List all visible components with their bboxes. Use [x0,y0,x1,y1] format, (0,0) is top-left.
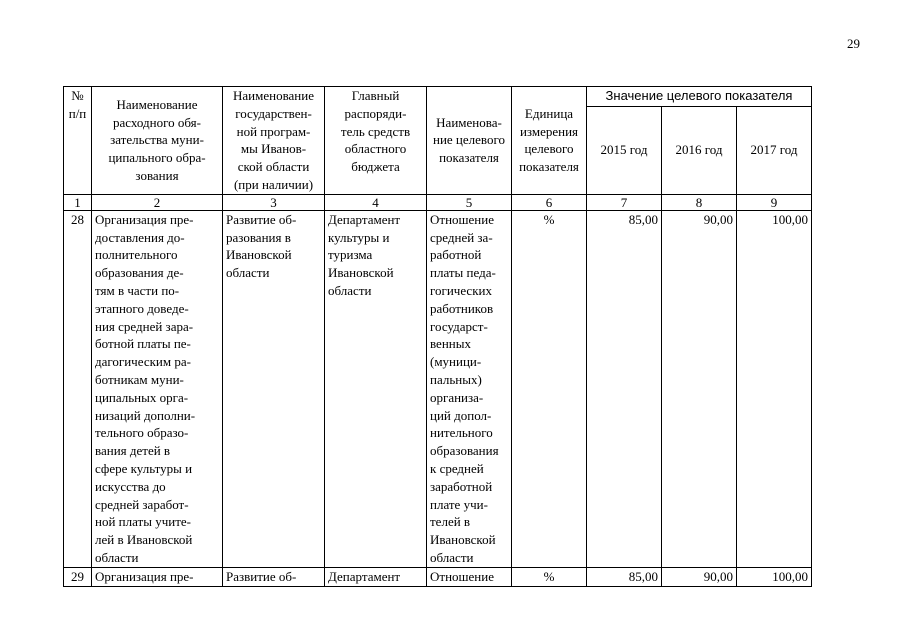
text-line: показателя [439,150,499,166]
program-cell [223,210,325,567]
text-line: Департамент [328,211,401,227]
text-line: тель средств [340,123,411,139]
colnum-3: 3 [223,194,325,210]
text-line: Департамент [328,568,401,584]
header-indicator [427,87,512,195]
header-year-2016: 2016 год [662,106,737,194]
text-line: Развитие об- [226,211,297,227]
text-line: п/п [68,105,87,121]
text-line: разования в [226,229,291,245]
text-line: заработной [430,478,493,494]
manager-cell [325,210,427,567]
text-line: доставления до- [95,229,185,245]
text-line: Развитие об- [226,568,297,584]
text-line: Наименование [116,96,198,112]
colnum-9: 9 [737,194,812,210]
page-number: 29 [847,36,860,51]
text-line: средней за- [430,229,493,245]
text-line: ципальных орга- [95,389,189,405]
text-line: этапного доведе- [95,300,189,316]
header-target-values: Значение целевого показателя [587,87,812,107]
header-year-2017: 2017 год [737,106,812,194]
header-num [64,87,92,195]
text-line: Отношение [430,211,494,227]
text-line: зательства муни- [110,132,204,148]
text-line: туризма [328,247,373,263]
text-line: ципального обра- [108,150,206,166]
text-line: низаций дополни- [95,407,196,423]
text-line: области [226,265,270,281]
text-line: работников [430,300,494,316]
text-line: лей в Ивановской [95,532,193,548]
text-line: Ивановской [328,265,394,281]
text-line: зования [135,168,179,184]
colnum-1: 1 [64,194,92,210]
text-line: образования [430,443,499,459]
header-unit [512,87,587,195]
text-line: государствен- [235,105,312,121]
text-line: ботной платы пе- [95,336,191,352]
text-line: гогических [430,282,492,298]
value-2017-cell: 100,00 [737,567,812,586]
text-line: (при наличии) [233,176,314,192]
indicator-cell [427,210,512,567]
text-line: распоряди- [344,105,407,121]
text-line: области [430,549,474,565]
colnum-6: 6 [512,194,587,210]
text-line: ботникам муни- [95,371,184,387]
text-line: Организация пре- [95,211,194,227]
target-indicators-table [63,86,812,587]
obligation-cell [92,567,223,586]
text-line: государст- [430,318,488,334]
text-line: культуры и [328,229,390,245]
text-line: области [95,549,139,565]
text-line: ния средней зара- [95,318,194,334]
manager-cell [325,567,427,586]
value-2015-cell: 85,00 [587,567,662,586]
text-line: Наименова- [436,114,502,130]
text-line: ной платы учите- [95,514,191,530]
table-row [64,210,812,567]
header-obligation [92,87,223,195]
text-line: к средней [430,460,484,476]
value-2016-cell: 90,00 [662,210,737,567]
text-line: целевого [524,141,574,157]
text-line: мы Иванов- [240,141,307,157]
text-line: вания детей в [95,443,171,459]
text-line: ной програм- [236,123,311,139]
program-cell [223,567,325,586]
text-line: Главный [351,88,400,103]
text-line: областного [344,141,407,157]
colnum-2: 2 [92,194,223,210]
header-row-1 [64,87,812,107]
header-manager [325,87,427,195]
indicator-cell [427,567,512,586]
text-line: бюджета [351,159,400,175]
unit-cell: % [512,567,587,586]
text-line: организа- [430,389,484,405]
text-line: венных [430,336,471,352]
text-line: ние целевого [433,132,505,148]
text-line: тям в части по- [95,282,180,298]
text-line: ской области [237,159,310,175]
colnum-5: 5 [427,194,512,210]
unit-cell: % [512,210,587,567]
row-number: 28 [64,210,92,567]
column-number-row [64,194,812,210]
text-line: Отношение [430,568,494,584]
text-line: Организация пре- [95,568,194,584]
value-2016-cell: 90,00 [662,567,737,586]
text-line: плате учи- [430,496,488,512]
text-line: работной [430,247,482,263]
header-program [223,87,325,195]
text-line: тельного образо- [95,425,189,441]
text-line: средней заработ- [95,496,189,512]
table-row [64,567,812,586]
text-line: искусства до [95,478,166,494]
colnum-7: 7 [587,194,662,210]
text-line: Наименование [233,88,314,103]
text-line: платы педа- [430,265,496,281]
value-2015-cell: 85,00 [587,210,662,567]
colnum-8: 8 [662,194,737,210]
text-line: нительного [430,425,493,441]
text-line: Ивановской [430,532,496,548]
obligation-cell [92,210,223,567]
text-line: области [328,282,372,298]
text-line: дагогическим ра- [95,354,191,370]
text-line: образования де- [95,265,184,281]
text-line: полнительного [95,247,178,263]
text-line: расходного обя- [113,114,201,130]
text-line: Ивановской [226,247,292,263]
value-2017-cell: 100,00 [737,210,812,567]
text-line: Единица [524,105,574,121]
text-line: № [71,88,84,103]
text-line: ций допол- [430,407,492,423]
text-line: сфере культуры и [95,460,193,476]
text-line: показателя [519,159,579,175]
text-line: телей в [430,514,471,530]
text-line: (муници- [430,354,482,370]
text-line: пальных) [430,371,482,387]
colnum-4: 4 [325,194,427,210]
header-year-2015: 2015 год [587,106,662,194]
text-line: измерения [519,123,579,139]
row-number: 29 [64,567,92,586]
